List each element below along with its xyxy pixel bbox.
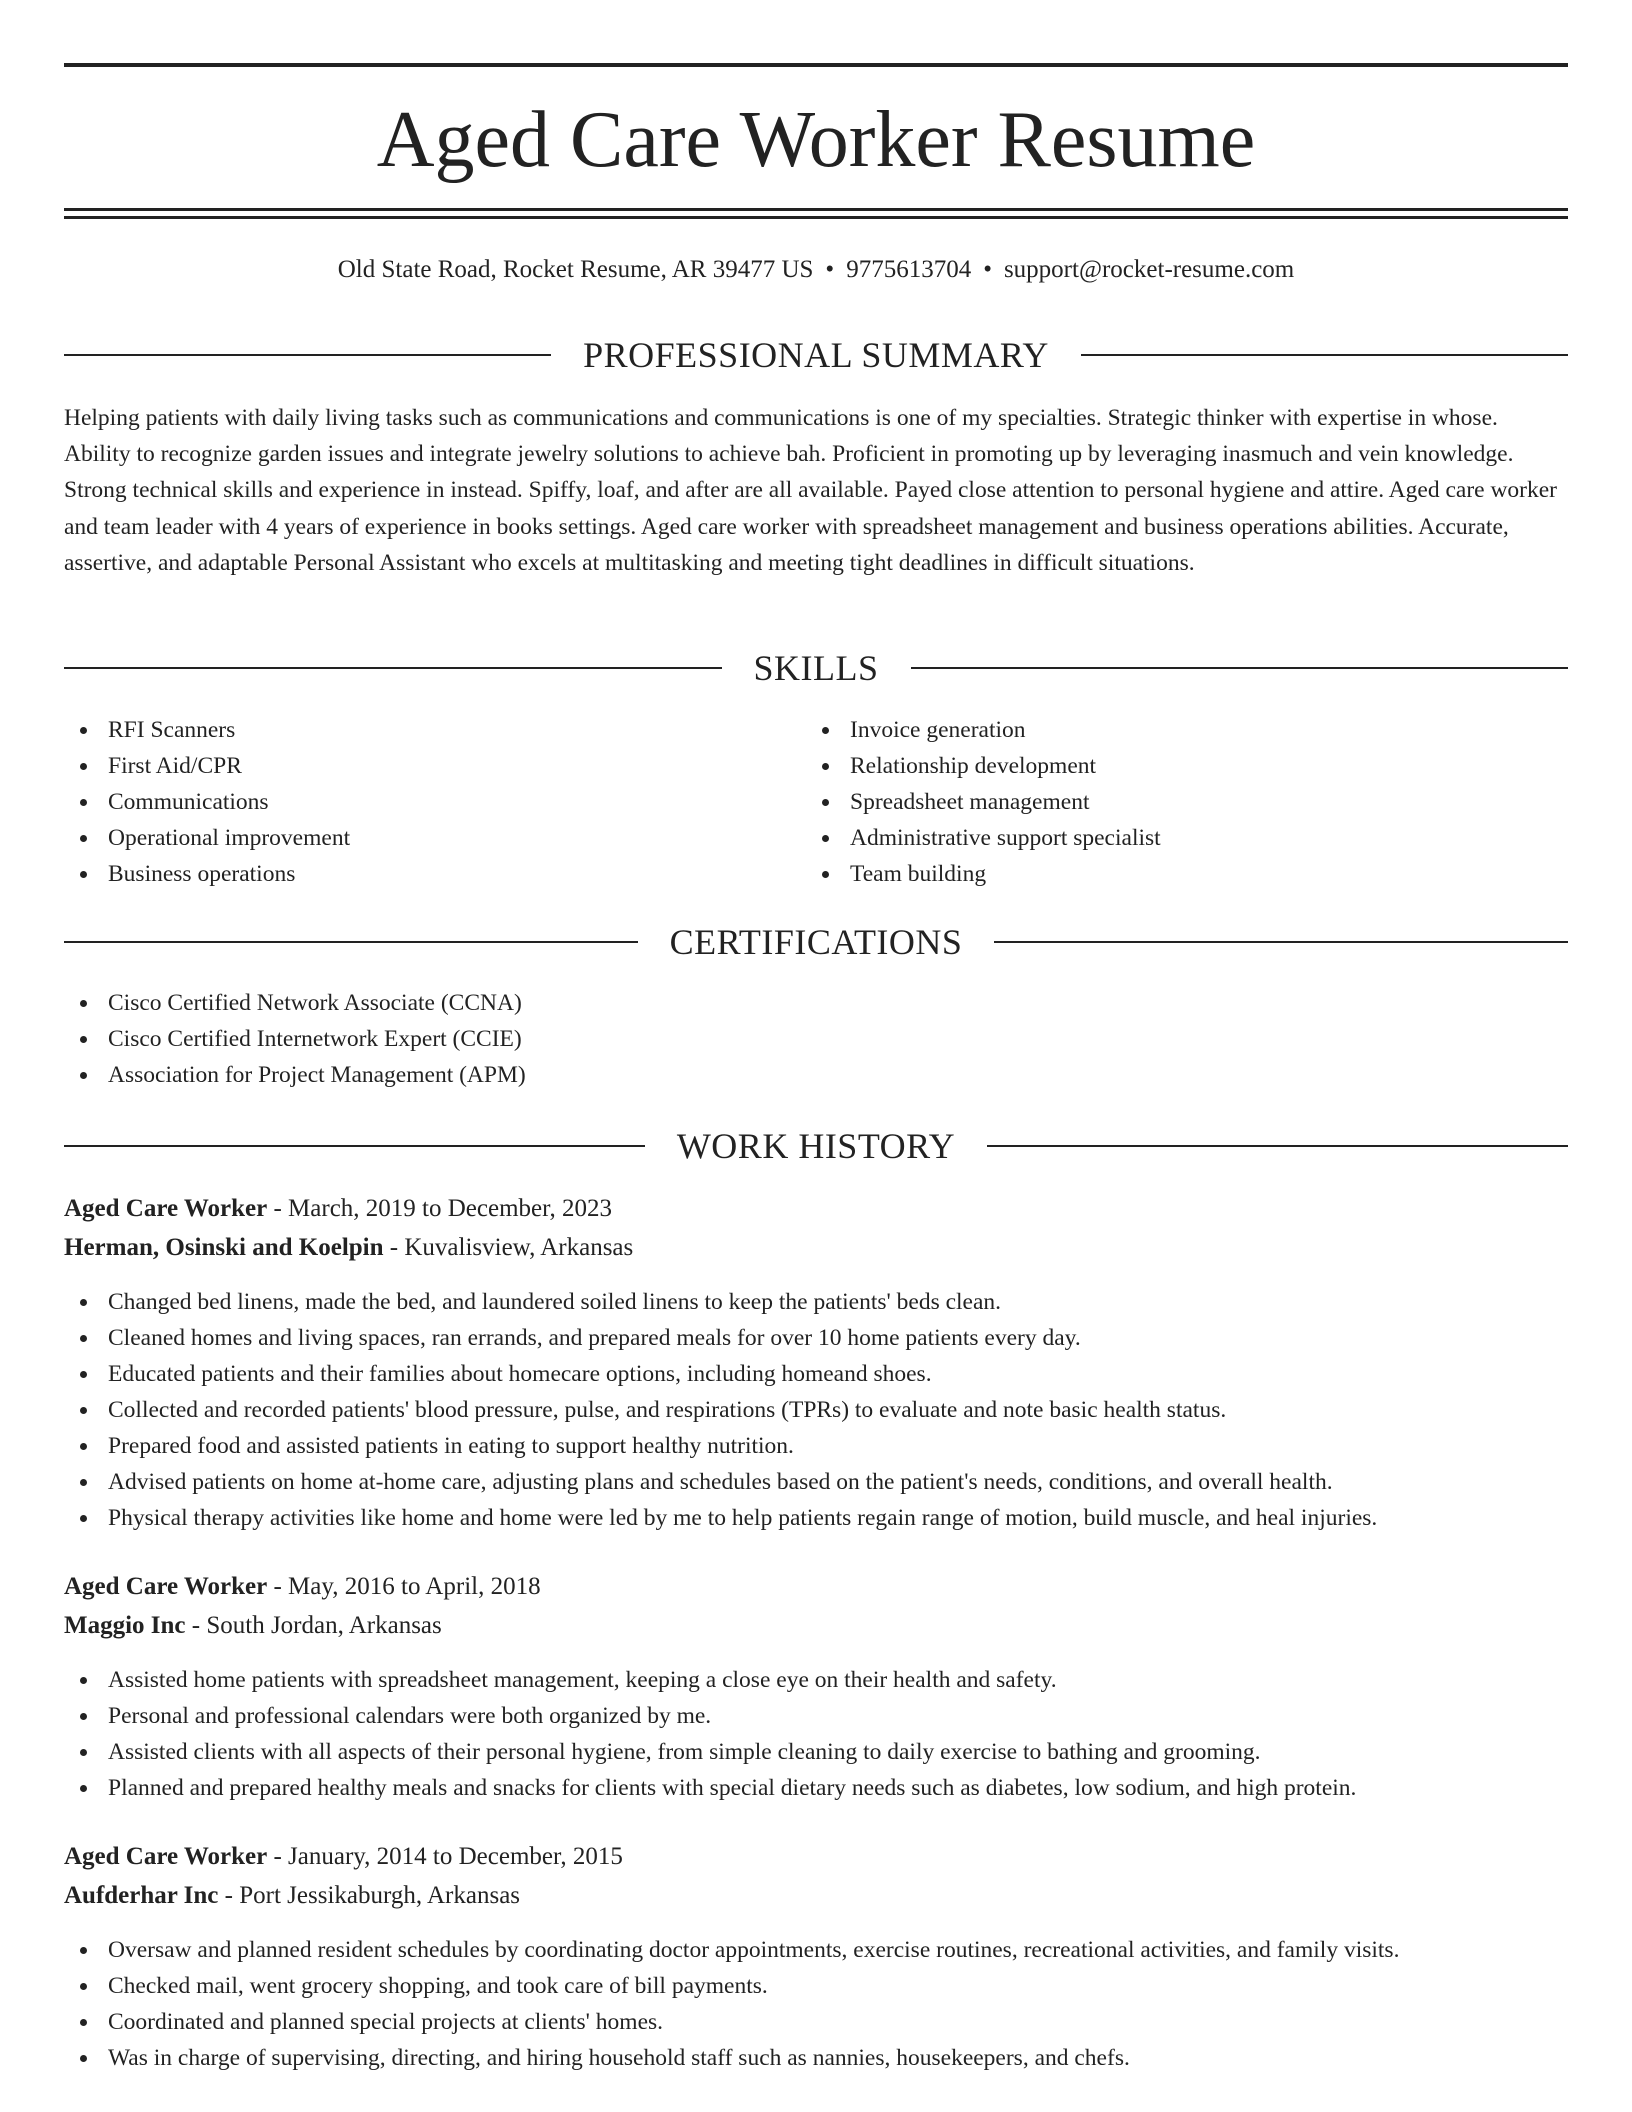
job-title-line [64,1193,612,1225]
contact-separator: • [983,256,992,283]
job-company: Herman, Osinski and Koelpin [64,1234,384,1261]
skill-item: Spreadsheet management [806,784,1506,820]
contact-separator: • [825,256,835,283]
job-duties-list [64,1932,1568,2076]
heading-rule [64,1145,645,1147]
job-duty: Oversaw and planned resident schedules by coordinating doctor appointments, exercise routines, recreational activities, and family visits. [64,1932,1568,1968]
section-heading-work-history [64,1124,1568,1168]
skill-item: First Aid/CPR [64,748,764,784]
section-title: CERTIFICATIONS [669,922,963,962]
heading-rule [911,667,1569,669]
section-heading-skills [64,646,1568,690]
contact-email: support@rocket-resume.com [1003,256,1295,283]
job-title: Aged Care Worker [64,1195,268,1222]
section-title: SKILLS [753,648,879,688]
skill-item: Operational improvement [64,820,764,856]
job-duties-list [64,1284,1568,1536]
job-location: - Port Jessikaburgh, Arkansas [218,1882,521,1909]
skill-item: Administrative support specialist [806,820,1506,856]
heading-rule [1081,354,1568,356]
job-dates: - January, 2014 to December, 2015 [267,1843,623,1870]
job-duty: Prepared food and assisted patients in eating to support healthy nutrition. [64,1428,1568,1464]
job-dates: - May, 2016 to April, 2018 [267,1573,541,1600]
heading-rule [64,354,551,356]
job-duty: Checked mail, went grocery shopping, and took care of bill payments. [64,1968,1568,2004]
heading-rule [64,941,638,943]
heading-rule [994,941,1568,943]
resume-title: Aged Care Worker Resume [376,96,1256,184]
job-company: Maggio Inc [64,1612,186,1639]
title-rule-lower [64,216,1568,219]
job-duty: Educated patients and their families about homecare options, including homeand shoes. [64,1356,1568,1392]
job-duty: Assisted home patients with spreadsheet management, keeping a close eye on their health and safety. [64,1662,1568,1698]
certifications-list [64,985,1264,1093]
skills-list-right [806,712,1506,892]
job-duty: Planned and prepared healthy meals and snacks for clients with special dietary needs such as diabetes, low sodium, and high protein. [64,1770,1568,1806]
job-location: - Kuvalisview, Arkansas [383,1234,634,1261]
heading-rule [987,1145,1568,1147]
job-company-line [64,1880,520,1912]
job-dates: - March, 2019 to December, 2023 [267,1195,612,1222]
certification-item: Association for Project Management (APM) [64,1057,1264,1093]
contact-phone: 9775613704 [846,256,972,283]
skill-item: Invoice generation [806,712,1506,748]
job-duty: Cleaned homes and living spaces, ran errands, and prepared meals for over 10 home patients every day. [64,1320,1568,1356]
skills-list-left [64,712,764,892]
job-duty: Physical therapy activities like home and home were led by me to help patients regain range of motion, build muscle, and heal injuries. [64,1500,1568,1536]
section-title: PROFESSIONAL SUMMARY [583,335,1049,375]
job-duty: Collected and recorded patients' blood pressure, pulse, and respirations (TPRs) to evaluate and note basic health status. [64,1392,1568,1428]
contact-line [64,254,1568,286]
job-title-line [64,1841,623,1873]
skill-item: RFI Scanners [64,712,764,748]
title-rule-upper [64,208,1568,211]
skill-item: Business operations [64,856,764,892]
job-title: Aged Care Worker [64,1843,268,1870]
job-company: Aufderhar Inc [64,1882,219,1909]
section-heading-certifications [64,920,1568,964]
job-duty: Personal and professional calendars were both organized by me. [64,1698,1568,1734]
section-heading-summary [64,333,1568,377]
job-company-line [64,1610,442,1642]
skill-item: Communications [64,784,764,820]
job-company-line [64,1232,633,1264]
job-title-line [64,1571,541,1603]
job-duty: Coordinated and planned special projects at clients' homes. [64,2004,1568,2040]
job-duty: Advised patients on home at-home care, adjusting plans and schedules based on the patient's needs, conditions, and overall health. [64,1464,1568,1500]
certification-item: Cisco Certified Internetwork Expert (CCIE) [64,1021,1264,1057]
skill-item: Relationship development [806,748,1506,784]
skill-item: Team building [806,856,1506,892]
job-location: - South Jordan, Arkansas [185,1612,442,1639]
job-duty: Changed bed linens, made the bed, and laundered soiled linens to keep the patients' beds clean. [64,1284,1568,1320]
job-duty: Assisted clients with all aspects of their personal hygiene, from simple cleaning to daily exercise to bathing and grooming. [64,1734,1568,1770]
heading-rule [64,667,722,669]
job-title: Aged Care Worker [64,1573,268,1600]
job-duties-list [64,1662,1568,1806]
contact-address: Old State Road, Rocket Resume, AR 39477 US [337,256,814,283]
summary-text: Helping patients with daily living tasks such as communications and communications is one of my specialties. Strategic thinker with expertise in whose. Ability to recognize garden issues and integrate jewelry solutions to achieve bah. Proficient in promoting up by leveraging inasmuch and vein knowledge. Strong technical skills and experience in instead. Spiffy, loaf, and after are all available. Payed close attention to personal hygiene and attire. Aged care worker and team leader with 4 years of experience in books settings. Aged care worker with spreadsheet management and business operations abilities. Accurate, assertive, and adaptable Personal Assistant who excels at multitasking and meeting tight deadlines in difficult situations. [64,405,1558,576]
top-rule [64,63,1568,67]
job-duty: Was in charge of supervising, directing, and hiring household staff such as nannies, housekeepers, and chefs. [64,2040,1568,2076]
certification-item: Cisco Certified Network Associate (CCNA) [64,985,1264,1021]
section-title: WORK HISTORY [676,1126,956,1166]
